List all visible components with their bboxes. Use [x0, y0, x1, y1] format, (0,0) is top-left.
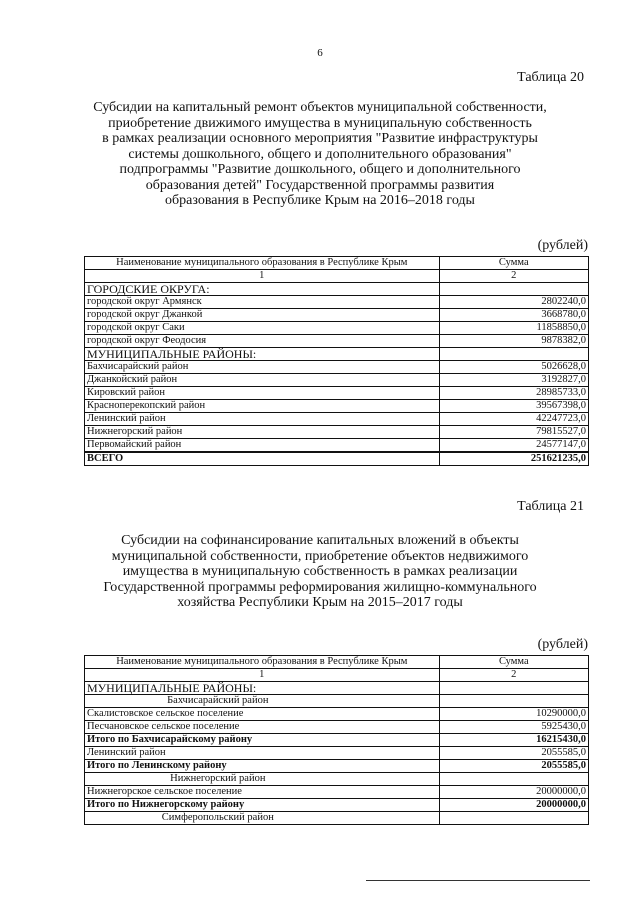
table20-title [70, 100, 570, 209]
row-value-cell: 5026628,0 [439, 361, 588, 374]
table-row [85, 439, 589, 453]
table21-label: Таблица 21 [517, 499, 584, 514]
title-line: хозяйства Республики Крым на 2015–2017 годы [177, 595, 463, 610]
row-value-cell: 9878382,0 [439, 335, 588, 348]
row-value-cell: 24577147,0 [439, 439, 588, 453]
row-value-cell [439, 695, 588, 708]
row-value-cell: 79815527,0 [439, 426, 588, 439]
column-number-cell: 2 [439, 270, 588, 283]
column-number-cell: 1 [85, 669, 440, 682]
title-line: приобретение движимого имущества в муниципальную собственность [108, 115, 532, 131]
header-sum-cell: Сумма [439, 656, 588, 669]
column-number-cell: 2 [439, 669, 588, 682]
row-value-cell: 2055585,0 [439, 747, 588, 760]
header-name-cell: Наименование муниципального образования в Республике Крым [85, 257, 440, 270]
row-name-cell: МУНИЦИПАЛЬНЫЕ РАЙОНЫ: [85, 348, 440, 361]
table-row [85, 734, 589, 747]
row-name-cell: ГОРОДСКИЕ ОКРУГА: [85, 283, 440, 296]
table20-label: Таблица 20 [517, 70, 584, 85]
row-name-cell: городской округ Армянск [85, 296, 440, 309]
table-row [85, 682, 589, 695]
table-row [85, 283, 589, 296]
table-row [85, 335, 589, 348]
table-row [85, 400, 589, 413]
column-number-row [85, 270, 589, 283]
table-row [85, 374, 589, 387]
table-row [85, 747, 589, 760]
row-name-cell: Первомайский район [85, 439, 440, 453]
row-value-cell: 3192827,0 [439, 374, 588, 387]
header-row [85, 257, 589, 270]
row-value-cell: 5925430,0 [439, 721, 588, 734]
row-name-cell: городской округ Джанкой [85, 309, 440, 322]
title-line: в рамках реализации основного мероприятия "Развитие инфраструктуры [102, 131, 538, 146]
row-name-cell: Итого по Ленинскому району [85, 760, 440, 773]
row-name-cell: Итого по Нижнегорскому району [85, 799, 440, 812]
table-row [85, 708, 589, 721]
row-value-cell: 2055585,0 [439, 760, 588, 773]
row-name-cell: Скалистовское сельское поселение [85, 708, 440, 721]
table-row [85, 413, 589, 426]
table-row [85, 786, 589, 799]
row-value-cell: 28985733,0 [439, 387, 588, 400]
column-number-cell: 1 [85, 270, 440, 283]
row-name-cell: Песчановское сельское поселение [85, 721, 440, 734]
row-value-cell [439, 682, 588, 695]
title-line: муниципальной собственности, приобретение объектов недвижимого [111, 548, 529, 564]
page-number: 6 [317, 47, 323, 59]
table21-body [85, 656, 589, 825]
row-value-cell [439, 348, 588, 361]
table20 [84, 256, 589, 466]
table-row [85, 348, 589, 361]
row-name-cell: Бахчисарайский район [85, 361, 440, 374]
table-row [85, 773, 589, 786]
table-row [85, 452, 589, 466]
row-value-cell: 20000000,0 [439, 786, 588, 799]
signature-line [366, 880, 590, 881]
row-value-cell: 251621235,0 [439, 452, 588, 466]
table-row [85, 799, 589, 812]
title-line: системы дошкольного, общего и дополнительного образования" [128, 146, 512, 162]
row-name-cell: Ленинский район [85, 413, 440, 426]
row-value-cell: 10290000,0 [439, 708, 588, 721]
table-row [85, 695, 589, 708]
row-name-cell: городской округ Саки [85, 322, 440, 335]
title-line: образования в Республике Крым на 2016–2018 годы [165, 193, 475, 208]
header-name-cell: Наименование муниципального образования в Республике Крым [85, 656, 440, 669]
title-line: имущества в муниципальную собственность в рамках реализации [122, 564, 518, 579]
table20-body [85, 257, 589, 466]
table20-unit: (рублей) [537, 238, 588, 253]
column-number-row [85, 669, 589, 682]
row-value-cell: 20000000,0 [439, 799, 588, 812]
row-value-cell: 2802240,0 [439, 296, 588, 309]
row-value-cell: 16215430,0 [439, 734, 588, 747]
row-value-cell: 42247723,0 [439, 413, 588, 426]
row-name-cell: Красноперекопский район [85, 400, 440, 413]
table-row [85, 361, 589, 374]
table-row [85, 721, 589, 734]
table-row [85, 309, 589, 322]
title-line: Субсидии на софинансирование капитальных вложений в объекты [121, 533, 519, 548]
row-value-cell: 11858850,0 [439, 322, 588, 335]
table-row [85, 322, 589, 335]
title-line: Субсидии на капитальный ремонт объектов муниципальной собственности, [93, 100, 547, 115]
row-value-cell [439, 283, 588, 296]
row-name-cell: Симферопольский район [85, 812, 440, 825]
table21-title [70, 533, 570, 611]
header-row [85, 656, 589, 669]
row-name-cell: Нижнегорский район [85, 426, 440, 439]
table-row [85, 426, 589, 439]
row-name-cell: Кировский район [85, 387, 440, 400]
table21-unit: (рублей) [537, 637, 588, 652]
table-row [85, 296, 589, 309]
row-name-cell: Итого по Бахчисарайскому району [85, 734, 440, 747]
row-value-cell [439, 773, 588, 786]
row-name-cell: Нижнегорское сельское поселение [85, 786, 440, 799]
table-row [85, 387, 589, 400]
row-value-cell: 3668780,0 [439, 309, 588, 322]
title-line: Государственной программы реформирования жилищно-коммунального [103, 579, 537, 595]
row-name-cell: ВСЕГО [85, 452, 440, 466]
row-name-cell: городской округ Феодосия [85, 335, 440, 348]
title-line: подпрограммы "Развитие дошкольного, общего и дополнительного [119, 162, 521, 177]
title-line: образования детей" Государственной программы развития [145, 177, 495, 193]
row-name-cell: Джанкойский район [85, 374, 440, 387]
header-sum-cell: Сумма [439, 257, 588, 270]
row-value-cell [439, 812, 588, 825]
row-name-cell: Бахчисарайский район [85, 695, 440, 708]
table-row [85, 812, 589, 825]
row-name-cell: Нижнегорский район [85, 773, 440, 786]
row-name-cell: Ленинский район [85, 747, 440, 760]
row-value-cell: 39567398,0 [439, 400, 588, 413]
table21 [84, 655, 589, 825]
table-row [85, 760, 589, 773]
row-name-cell: МУНИЦИПАЛЬНЫЕ РАЙОНЫ: [85, 682, 440, 695]
